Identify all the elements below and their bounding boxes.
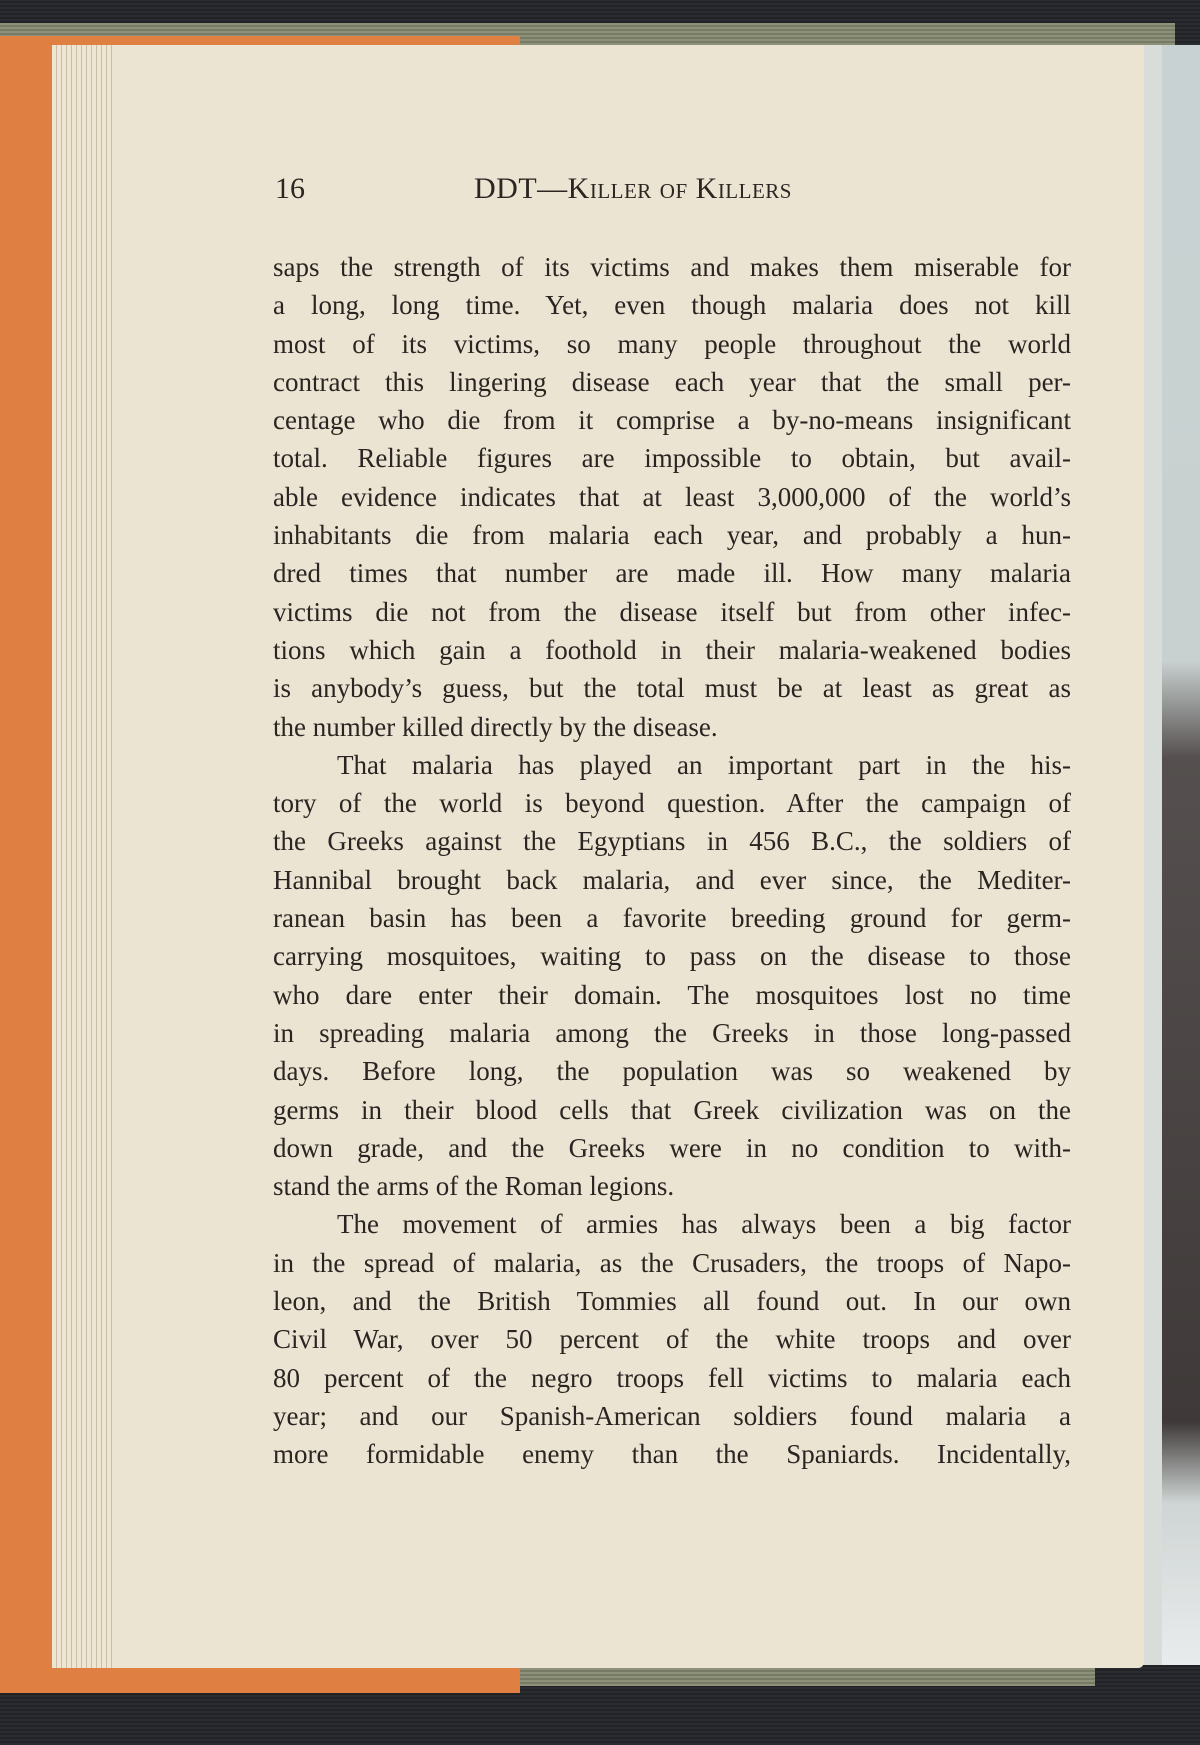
- text-line: able evidence indicates that at least 3,000,000 of the world’s: [273, 481, 1071, 512]
- text-line: Civil War, over 50 percent of the white troops and over: [273, 1324, 1071, 1355]
- page-stack-edges: [52, 45, 116, 1668]
- text-line: the number killed directly by the disease.: [273, 711, 718, 742]
- text-line: contract this lingering disease each year that the small per-: [273, 366, 1071, 397]
- text-line: a long, long time. Yet, even though malaria does not kill: [273, 290, 1071, 321]
- text-line: more formidable enemy than the Spaniards. Incidentally,: [273, 1439, 1071, 1470]
- text-line: in the spread of malaria, as the Crusaders, the troops of Napo-: [273, 1247, 1071, 1278]
- page-number: 16: [275, 172, 305, 205]
- text-line: down grade, and the Greeks were in no condition to with-: [273, 1132, 1071, 1163]
- text-line: in spreading malaria among the Greeks in those long-passed: [273, 1017, 1071, 1048]
- paragraph-start-line: That malaria has played an important part in the his-: [337, 749, 1071, 780]
- running-head: [0, 172, 1200, 212]
- text-line: Hannibal brought back malaria, and ever since, the Mediter-: [273, 864, 1071, 895]
- text-line: germs in their blood cells that Greek civilization was on the: [273, 1094, 1071, 1125]
- text-line: year; and our Spanish-American soldiers found malaria a: [273, 1400, 1071, 1431]
- text-line: leon, and the British Tommies all found out. In our own: [273, 1286, 1071, 1317]
- text-line: total. Reliable figures are impossible to obtain, but avail-: [273, 443, 1071, 474]
- running-title: DDT—Killer of Killers: [474, 172, 792, 205]
- text-line: who dare enter their domain. The mosquitoes lost no time: [273, 979, 1071, 1010]
- text-line: most of its victims, so many people throughout the world: [273, 328, 1071, 359]
- text-line: 80 percent of the negro troops fell victims to malaria each: [273, 1362, 1071, 1393]
- text-line: is anybody’s guess, but the total must be at least as great as: [273, 673, 1071, 704]
- text-line: dred times that number are made ill. How many malaria: [273, 558, 1071, 589]
- text-line: ranean basin has been a favorite breeding ground for germ-: [273, 903, 1071, 934]
- text-line: tory of the world is beyond question. After the campaign of: [273, 788, 1071, 819]
- text-line: inhabitants die from malaria each year, and probably a hun-: [273, 520, 1071, 551]
- text-line: days. Before long, the population was so weakened by: [273, 1056, 1071, 1087]
- text-line: tions which gain a foothold in their malaria-weakened bodies: [273, 634, 1071, 665]
- right-page-edge: [1140, 45, 1200, 1665]
- paragraph-start-line: The movement of armies has always been a big factor: [337, 1209, 1071, 1240]
- text-line: carrying mosquitoes, waiting to pass on the disease to those: [273, 941, 1071, 972]
- text-line: victims die not from the disease itself but from other infec-: [273, 596, 1071, 627]
- text-line: the Greeks against the Egyptians in 456 B.C., the soldiers of: [273, 826, 1071, 857]
- body-text: [273, 248, 1071, 1474]
- text-line: saps the strength of its victims and makes them miserable for: [273, 252, 1071, 282]
- text-line: centage who die from it comprise a by-no-means insignificant: [273, 405, 1071, 436]
- text-line: stand the arms of the Roman legions.: [273, 1171, 675, 1202]
